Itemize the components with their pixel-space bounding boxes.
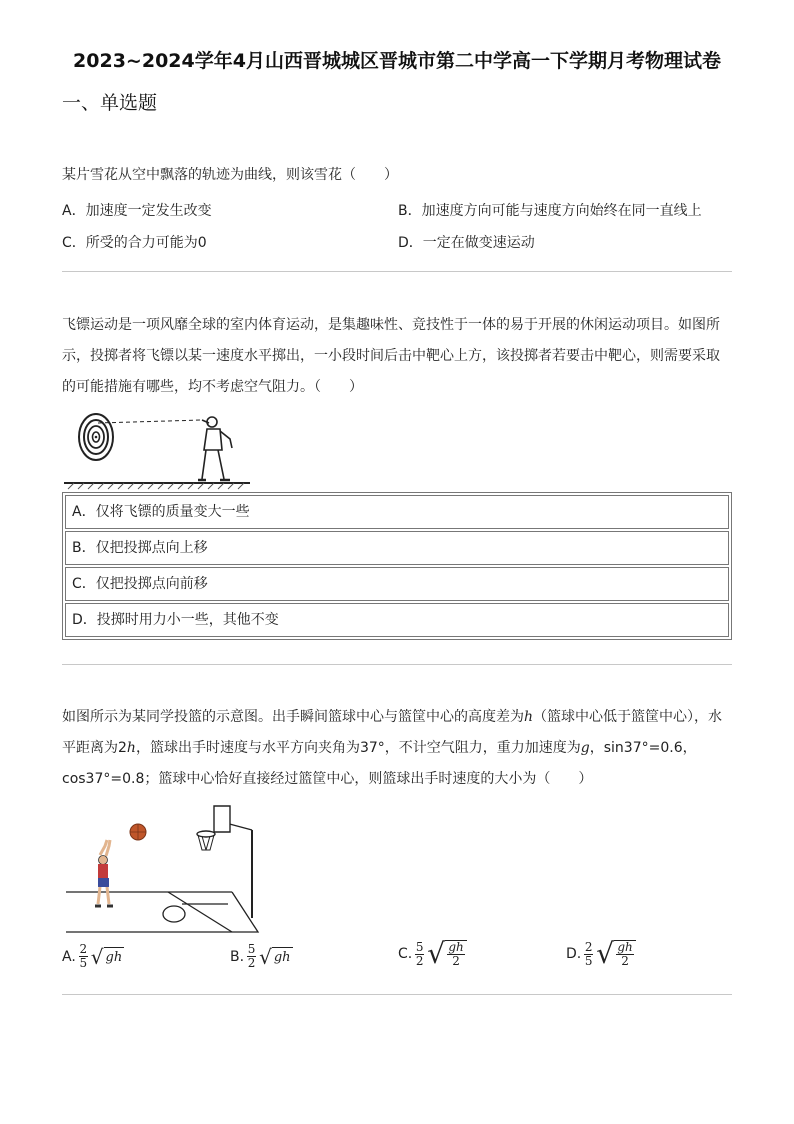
section-heading: 一、单选题 xyxy=(62,92,158,114)
q2-stem-line-1: 飞镖运动是一项风靡全球的室内体育运动，是集趣味性、竞技性于一体的易于开展的休闲运动项目。如图所 xyxy=(62,317,720,333)
q3-option-b[interactable]: B. $\frac{5}{2}$ √ gh xyxy=(230,942,291,970)
q2-option-c[interactable]: C．仅把投掷点向前移 xyxy=(65,567,729,601)
sqrt-symbol: √ gh xyxy=(259,944,291,969)
q2-stem xyxy=(62,310,732,403)
divider xyxy=(62,664,732,665)
q3-stem xyxy=(62,702,732,795)
sqrt-symbol: √ $\frac{gh}{2}$ xyxy=(596,940,636,968)
exam-title: 2023~2024学年4月山西晋城城区晋城市第二中学高一下学期月考物理试卷 xyxy=(73,50,721,72)
thrower-figure-icon xyxy=(198,417,232,480)
sqrt-symbol: √ $\frac{gh}{2}$ xyxy=(427,940,467,968)
q3-option-c[interactable]: C. $\frac{5}{2}$ √ $\frac{gh}{2}$ xyxy=(398,940,467,968)
q1-option-d[interactable]: D．一定在做变速运动 xyxy=(398,235,535,251)
sqrt-symbol: √ gh xyxy=(90,944,123,969)
dart-figure xyxy=(62,405,252,490)
q3-stem-line-2: 平距离为2h，篮球出手时速度与水平方向夹角为37°，不计空气阻力，重力加速度为g，sin37°=0.6， xyxy=(62,740,697,756)
basket-hoop-icon xyxy=(197,806,252,918)
q3-option-d[interactable]: D. $\frac{2}{5}$ √ $\frac{gh}{2}$ xyxy=(566,940,636,968)
q1-option-c[interactable]: C．所受的合力可能为0 xyxy=(62,235,207,251)
divider xyxy=(62,271,732,272)
divider xyxy=(62,994,732,995)
q2-option-a[interactable]: A．仅将飞镖的质量变大一些 xyxy=(65,495,729,529)
player-figure-icon xyxy=(95,840,113,906)
basketball-figure xyxy=(62,800,262,942)
q2-option-d[interactable]: D．投掷时用力小一些，其他不变 xyxy=(65,603,729,637)
dartboard-icon xyxy=(79,414,113,460)
q1-option-b[interactable]: B．加速度方向可能与速度方向始终在同一直线上 xyxy=(398,203,702,219)
basketball-icon xyxy=(130,824,146,840)
q2-stem-line-2: 示，投掷者将飞镖以某一速度水平掷出，一小段时间后击中靶心上方，该投掷者若要击中靶心，则需要采取 xyxy=(62,348,720,364)
q3-stem-line-3: cos37°=0.8；篮球中心恰好直接经过篮筐中心，则篮球出手时速度的大小为（ ） xyxy=(62,771,593,787)
q2-stem-line-3: 的可能措施有哪些，均不考虑空气阻力。（ ） xyxy=(62,379,363,395)
q1-stem: 某片雪花从空中飘落的轨迹为曲线，则该雪花（ ） xyxy=(62,167,398,183)
q1-option-a[interactable]: A．加速度一定发生改变 xyxy=(62,203,212,219)
q3-stem-line-1: 如图所示为某同学投篮的示意图。出手瞬间篮球中心与篮筐中心的高度差为h（篮球中心低于篮筐中心），水 xyxy=(62,709,723,725)
q2-option-b[interactable]: B．仅把投掷点向上移 xyxy=(65,531,729,565)
q2-options-table xyxy=(62,492,732,640)
q3-option-a[interactable]: A. $\frac{2}{5}$ √ gh xyxy=(62,942,123,970)
